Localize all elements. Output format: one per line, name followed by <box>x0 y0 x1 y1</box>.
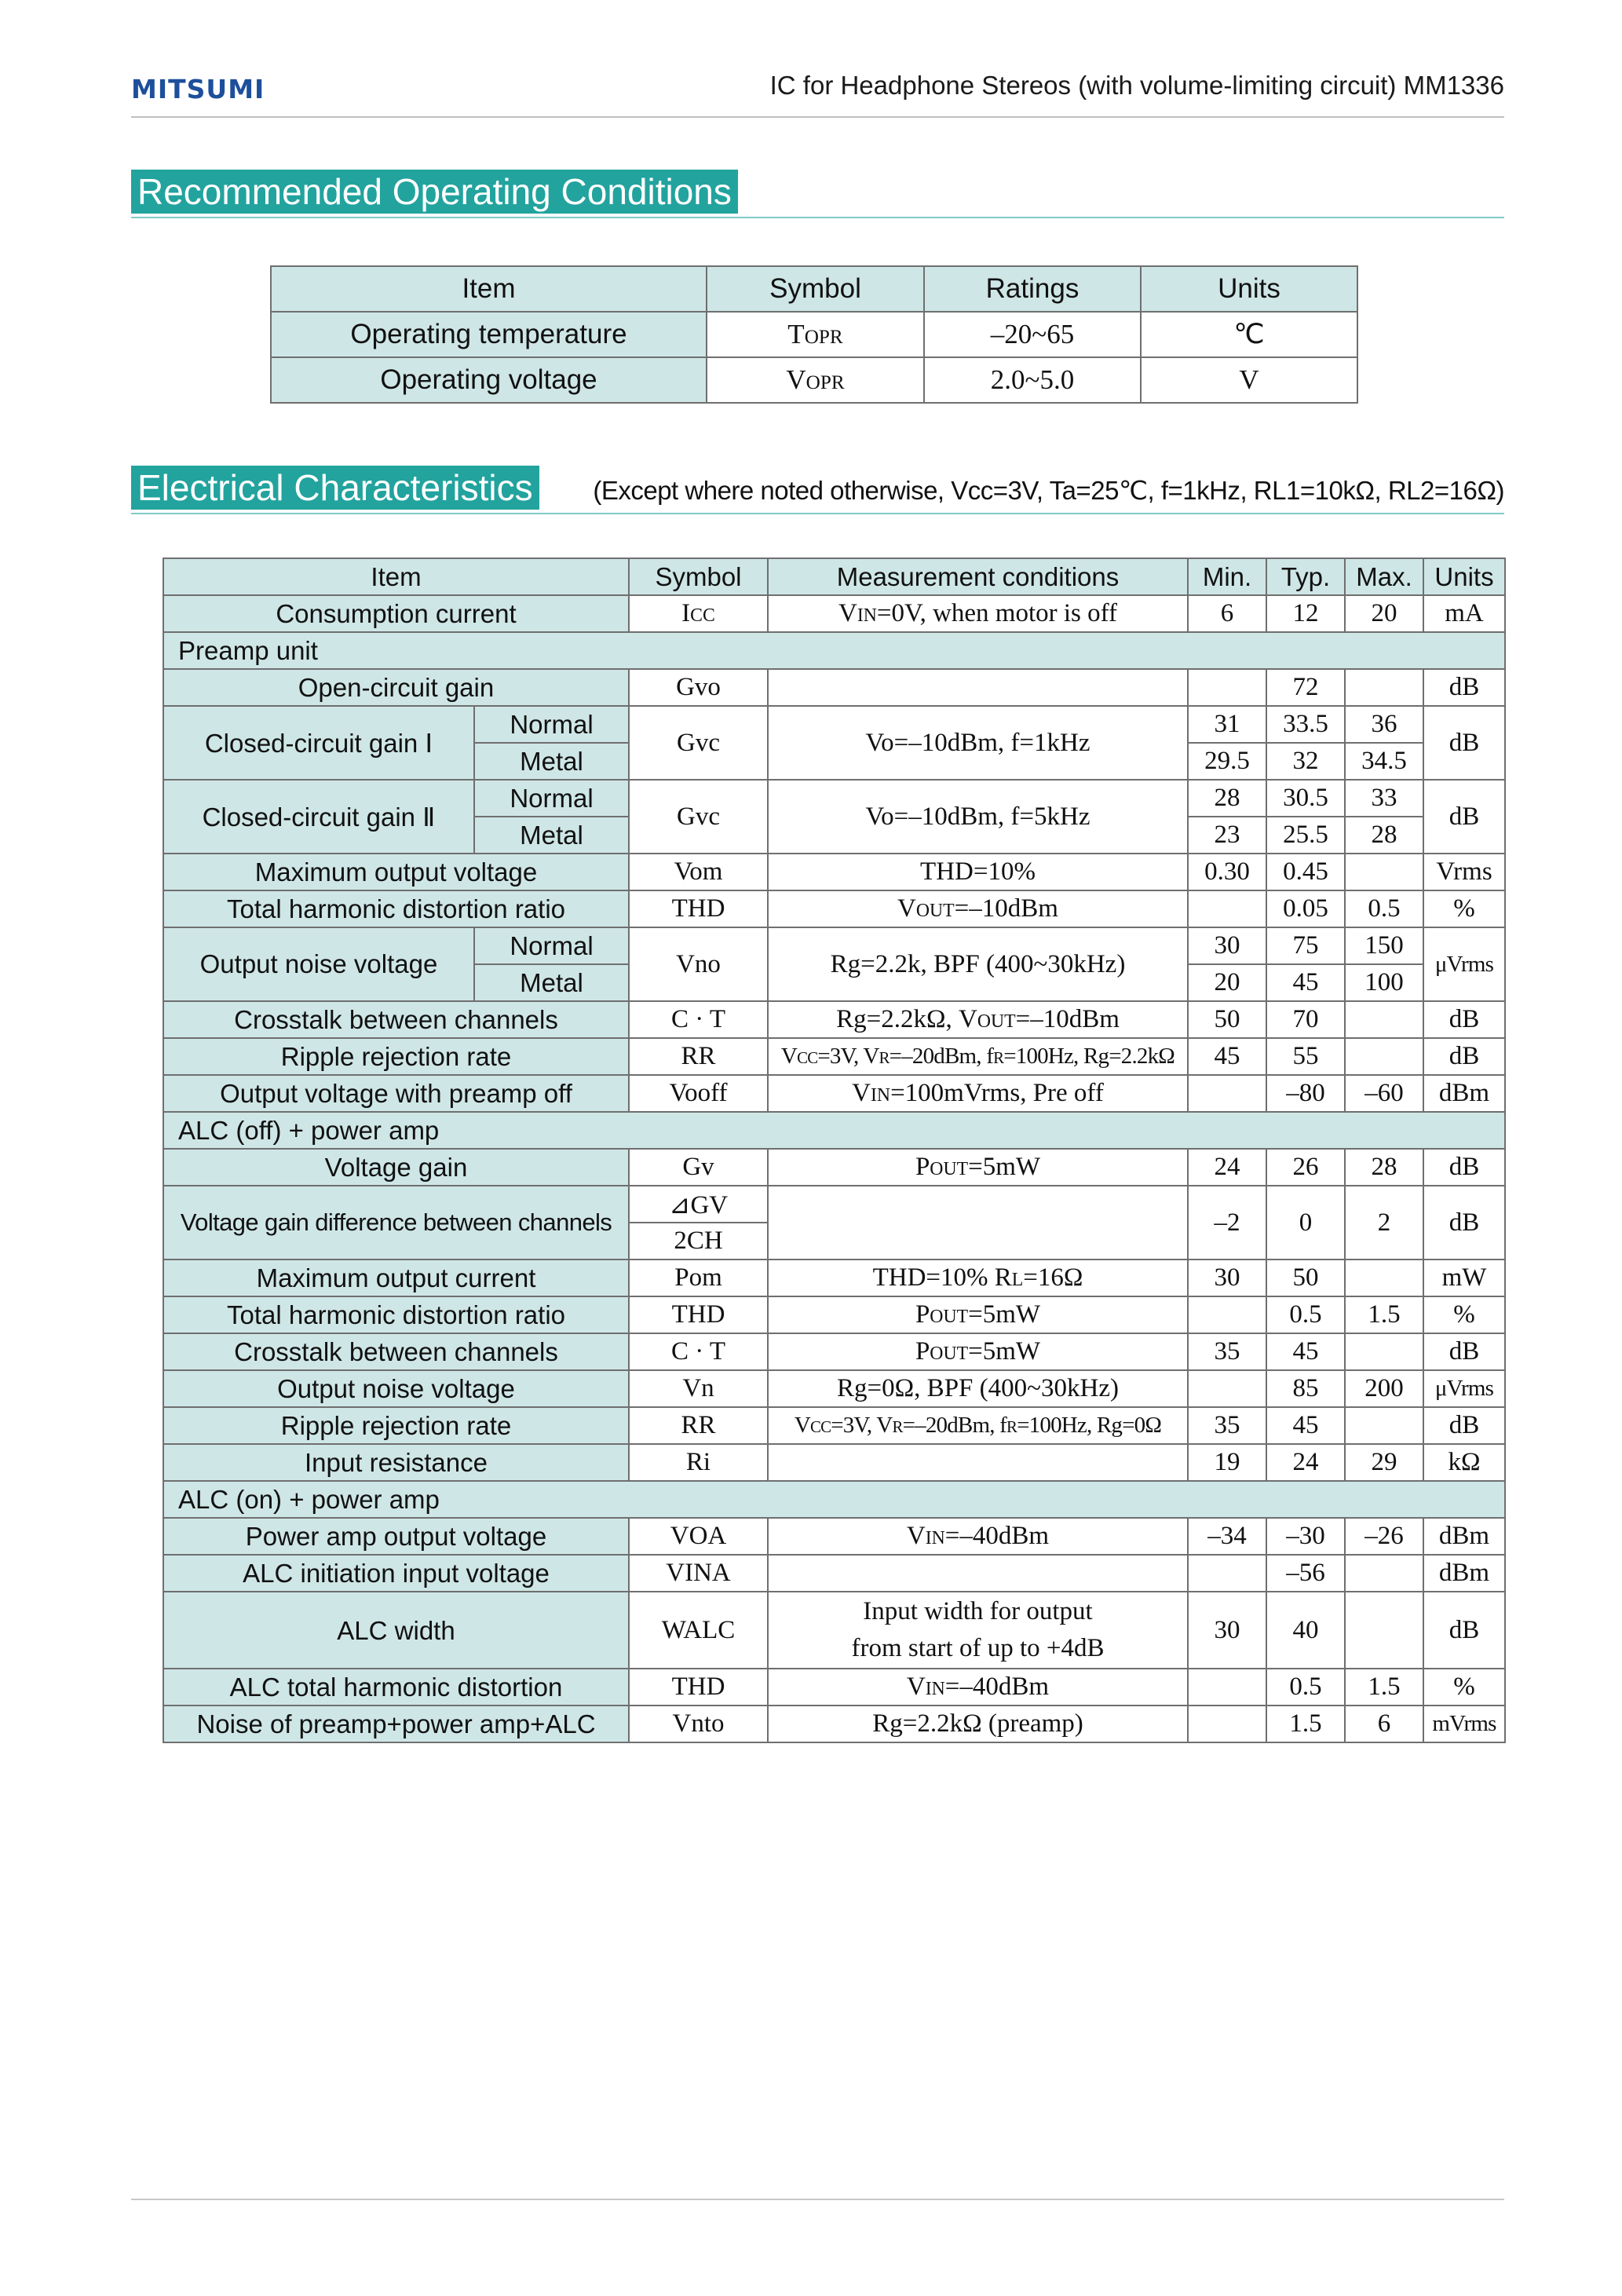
unit-cell: V <box>1141 357 1357 403</box>
table-row <box>271 312 1357 357</box>
symbol-cell: Vno <box>629 927 768 1001</box>
condition-cell: VOUT=–10dBm <box>768 890 1188 927</box>
item-cell: Output noise voltage <box>163 927 474 1001</box>
unit-cell: dB <box>1423 1592 1505 1669</box>
table-row <box>163 1296 1505 1333</box>
min-cell <box>1188 890 1266 927</box>
table-row <box>163 1706 1505 1742</box>
condition-cell: VCC=3V, VR=–20dBm, fR=100Hz, Rg=2.2kΩ <box>768 1038 1188 1075</box>
condition-cell: Rg=2.2kΩ, VOUT=–10dBm <box>768 1001 1188 1038</box>
unit-cell: Vrms <box>1423 854 1505 890</box>
col-header: Min. <box>1188 558 1266 595</box>
condition-cell: THD=10% <box>768 854 1188 890</box>
item-cell: Output voltage with preamp off <box>163 1075 629 1112</box>
col-header: Units <box>1141 266 1357 312</box>
item-cell: Operating temperature <box>271 312 707 357</box>
max-cell <box>1345 1038 1423 1075</box>
min-cell: –34 <box>1188 1518 1266 1555</box>
sub-item-cell: Metal <box>474 817 629 854</box>
table-row <box>163 1407 1505 1444</box>
min-cell: 30 <box>1188 1260 1266 1296</box>
table-row <box>271 357 1357 403</box>
typ-cell: 72 <box>1266 669 1345 706</box>
symbol-cell: C · T <box>629 1333 768 1370</box>
item-cell: Closed-circuit gain Ⅱ <box>163 780 474 854</box>
typ-cell: 45 <box>1266 964 1345 1001</box>
item-cell: ALC total harmonic distortion <box>163 1669 629 1706</box>
unit-cell: mA <box>1423 595 1505 632</box>
sub-item-cell: Metal <box>474 743 629 780</box>
unit-cell: dB <box>1423 669 1505 706</box>
table-row <box>163 927 1505 964</box>
table-row <box>163 1518 1505 1555</box>
max-cell: 29 <box>1345 1444 1423 1481</box>
max-cell <box>1345 1333 1423 1370</box>
unit-cell: ℃ <box>1141 312 1357 357</box>
typ-cell: 33.5 <box>1266 706 1345 743</box>
symbol-cell: THD <box>629 1296 768 1333</box>
item-cell: ALC width <box>163 1592 629 1669</box>
table-row <box>163 890 1505 927</box>
group-row <box>163 632 1505 669</box>
max-cell: 20 <box>1345 595 1423 632</box>
max-cell: –60 <box>1345 1075 1423 1112</box>
symbol-cell: Gvc <box>629 706 768 780</box>
max-cell: 6 <box>1345 1706 1423 1742</box>
footer-rule <box>131 2199 1504 2200</box>
condition-cell: POUT=5mW <box>768 1149 1188 1186</box>
header-rule <box>131 116 1504 118</box>
brand-logo: MITSUMI <box>131 74 265 104</box>
symbol-cell: 2CH <box>629 1223 768 1260</box>
unit-cell: dB <box>1423 1407 1505 1444</box>
min-cell <box>1188 1706 1266 1742</box>
symbol-cell: THD <box>629 1669 768 1706</box>
unit-cell: μVrms <box>1423 1370 1505 1407</box>
min-cell: –2 <box>1188 1186 1266 1260</box>
typ-cell: 75 <box>1266 927 1345 964</box>
table-row <box>163 1186 1505 1223</box>
item-cell: Noise of preamp+power amp+ALC <box>163 1706 629 1742</box>
unit-cell: dBm <box>1423 1555 1505 1592</box>
symbol-cell: Vom <box>629 854 768 890</box>
recommended-section <box>131 170 1504 214</box>
item-cell: Crosstalk between channels <box>163 1001 629 1038</box>
condition-cell: POUT=5mW <box>768 1296 1188 1333</box>
item-cell: Voltage gain difference between channels <box>163 1186 629 1260</box>
typ-cell: 32 <box>1266 743 1345 780</box>
typ-cell: 70 <box>1266 1001 1345 1038</box>
condition-cell: THD=10% RL=16Ω <box>768 1260 1188 1296</box>
typ-cell: 30.5 <box>1266 780 1345 817</box>
symbol-cell: C · T <box>629 1001 768 1038</box>
symbol-cell: Vooff <box>629 1075 768 1112</box>
min-cell: 24 <box>1188 1149 1266 1186</box>
unit-cell: dB <box>1423 1001 1505 1038</box>
condition-cell: Input width for output from start of up to +4dB <box>768 1592 1188 1669</box>
col-header: Typ. <box>1266 558 1345 595</box>
max-cell <box>1345 1592 1423 1669</box>
min-cell <box>1188 669 1266 706</box>
symbol-cell: Pom <box>629 1260 768 1296</box>
max-cell: 200 <box>1345 1370 1423 1407</box>
typ-cell: 55 <box>1266 1038 1345 1075</box>
table-header-row <box>163 558 1505 595</box>
unit-cell: dB <box>1423 780 1505 854</box>
min-cell <box>1188 1555 1266 1592</box>
min-cell: 35 <box>1188 1407 1266 1444</box>
typ-cell: 0.5 <box>1266 1669 1345 1706</box>
item-cell: Closed-circuit gain Ⅰ <box>163 706 474 780</box>
item-cell: Maximum output voltage <box>163 854 629 890</box>
typ-cell: –56 <box>1266 1555 1345 1592</box>
symbol-cell: Vnto <box>629 1706 768 1742</box>
table-row <box>163 1149 1505 1186</box>
item-cell: ALC initiation input voltage <box>163 1555 629 1592</box>
table-row <box>163 1333 1505 1370</box>
item-cell: Input resistance <box>163 1444 629 1481</box>
condition-cell <box>768 1555 1188 1592</box>
max-cell: 100 <box>1345 964 1423 1001</box>
min-cell: 30 <box>1188 927 1266 964</box>
item-cell: Ripple rejection rate <box>163 1038 629 1075</box>
max-cell <box>1345 1001 1423 1038</box>
table-row <box>163 780 1505 817</box>
max-cell: –26 <box>1345 1518 1423 1555</box>
max-cell: 1.5 <box>1345 1669 1423 1706</box>
symbol-cell: Gvc <box>629 780 768 854</box>
table-row <box>163 1444 1505 1481</box>
table-row <box>163 595 1505 632</box>
item-cell: Maximum output current <box>163 1260 629 1296</box>
unit-cell: dBm <box>1423 1518 1505 1555</box>
max-cell <box>1345 669 1423 706</box>
sub-item-cell: Normal <box>474 706 629 743</box>
typ-cell: 0 <box>1266 1186 1345 1260</box>
min-cell: 6 <box>1188 595 1266 632</box>
symbol-cell: ⊿GV <box>629 1186 768 1223</box>
max-cell <box>1345 1407 1423 1444</box>
condition-cell <box>768 669 1188 706</box>
symbol-cell: Ri <box>629 1444 768 1481</box>
recommended-heading: Recommended Operating Conditions <box>131 170 738 214</box>
min-cell: 19 <box>1188 1444 1266 1481</box>
symbol-cell: Vn <box>629 1370 768 1407</box>
col-header: Max. <box>1345 558 1423 595</box>
min-cell: 23 <box>1188 817 1266 854</box>
unit-cell: μVrms <box>1423 927 1505 1001</box>
condition-cell: VIN=0V, when motor is off <box>768 595 1188 632</box>
unit-cell: dB <box>1423 1186 1505 1260</box>
group-label: Preamp unit <box>163 632 1505 669</box>
max-cell <box>1345 1555 1423 1592</box>
rating-cell: –20~65 <box>924 312 1141 357</box>
col-header: Item <box>271 266 707 312</box>
table-row <box>163 854 1505 890</box>
group-label: ALC (on) + power amp <box>163 1481 1505 1518</box>
conditions-note: (Except where noted otherwise, Vcc=3V, Ta=25℃, f=1kHz, RL1=10kΩ, RL2=16Ω) <box>593 476 1504 505</box>
item-cell: Open-circuit gain <box>163 669 629 706</box>
typ-cell: –80 <box>1266 1075 1345 1112</box>
condition-cell: VCC=3V, VR=–20dBm, fR=100Hz, Rg=0Ω <box>768 1407 1188 1444</box>
condition-cell: Rg=2.2kΩ (preamp) <box>768 1706 1188 1742</box>
recommended-table <box>270 265 1358 404</box>
unit-cell: % <box>1423 1669 1505 1706</box>
typ-cell: 12 <box>1266 595 1345 632</box>
table-row <box>163 669 1505 706</box>
item-cell: Power amp output voltage <box>163 1518 629 1555</box>
max-cell: 33 <box>1345 780 1423 817</box>
typ-cell: 0.05 <box>1266 890 1345 927</box>
min-cell: 45 <box>1188 1038 1266 1075</box>
item-cell: Operating voltage <box>271 357 707 403</box>
min-cell: 31 <box>1188 706 1266 743</box>
min-cell: 29.5 <box>1188 743 1266 780</box>
condition-cell: POUT=5mW <box>768 1333 1188 1370</box>
typ-cell: 24 <box>1266 1444 1345 1481</box>
section-rule <box>131 513 1504 514</box>
symbol-cell: Gvo <box>629 669 768 706</box>
max-cell <box>1345 1260 1423 1296</box>
symbol-cell: VINA <box>629 1555 768 1592</box>
item-cell: Ripple rejection rate <box>163 1407 629 1444</box>
condition-cell: Rg=0Ω, BPF (400~30kHz) <box>768 1370 1188 1407</box>
symbol-cell: RR <box>629 1407 768 1444</box>
item-cell: Voltage gain <box>163 1149 629 1186</box>
typ-cell: 45 <box>1266 1333 1345 1370</box>
symbol-cell: VOPR <box>707 357 924 403</box>
max-cell: 28 <box>1345 1149 1423 1186</box>
table-row <box>163 1075 1505 1112</box>
col-header: Ratings <box>924 266 1141 312</box>
max-cell: 150 <box>1345 927 1423 964</box>
max-cell: 0.5 <box>1345 890 1423 927</box>
typ-cell: 0.5 <box>1266 1296 1345 1333</box>
sub-item-cell: Metal <box>474 964 629 1001</box>
col-header: Item <box>163 558 629 595</box>
min-cell: 30 <box>1188 1592 1266 1669</box>
table-row <box>163 1555 1505 1592</box>
symbol-cell: Gv <box>629 1149 768 1186</box>
max-cell: 1.5 <box>1345 1296 1423 1333</box>
section-rule <box>131 217 1504 218</box>
min-cell <box>1188 1296 1266 1333</box>
condition-cell: Rg=2.2k, BPF (400~30kHz) <box>768 927 1188 1001</box>
document-title: IC for Headphone Stereos (with volume-limiting circuit) MM1336 <box>769 71 1504 100</box>
typ-cell: 40 <box>1266 1592 1345 1669</box>
symbol-cell: WALC <box>629 1592 768 1669</box>
unit-cell: dB <box>1423 1333 1505 1370</box>
min-cell: 0.30 <box>1188 854 1266 890</box>
table-row <box>163 1001 1505 1038</box>
max-cell: 36 <box>1345 706 1423 743</box>
min-cell: 35 <box>1188 1333 1266 1370</box>
symbol-cell: THD <box>629 890 768 927</box>
electrical-section <box>131 466 1504 510</box>
condition-cell: Vo=–10dBm, f=1kHz <box>768 706 1188 780</box>
min-cell <box>1188 1370 1266 1407</box>
unit-cell: % <box>1423 1296 1505 1333</box>
electrical-heading: Electrical Characteristics <box>131 466 539 510</box>
group-label: ALC (off) + power amp <box>163 1112 1505 1149</box>
group-row <box>163 1112 1505 1149</box>
table-row <box>163 1260 1505 1296</box>
condition-cell: VIN=100mVrms, Pre off <box>768 1075 1188 1112</box>
condition-cell <box>768 1186 1188 1260</box>
table-row <box>163 1592 1505 1669</box>
item-cell: Crosstalk between channels <box>163 1333 629 1370</box>
sub-item-cell: Normal <box>474 780 629 817</box>
condition-cell <box>768 1444 1188 1481</box>
symbol-cell: RR <box>629 1038 768 1075</box>
unit-cell: dB <box>1423 1038 1505 1075</box>
item-cell: Total harmonic distortion ratio <box>163 890 629 927</box>
table-header-row <box>271 266 1357 312</box>
item-cell: Total harmonic distortion ratio <box>163 1296 629 1333</box>
symbol-cell: ICC <box>629 595 768 632</box>
typ-cell: 45 <box>1266 1407 1345 1444</box>
table-row <box>163 1370 1505 1407</box>
unit-cell: mVrms <box>1423 1706 1505 1742</box>
item-cell: Consumption current <box>163 595 629 632</box>
typ-cell: –30 <box>1266 1518 1345 1555</box>
typ-cell: 26 <box>1266 1149 1345 1186</box>
min-cell: 20 <box>1188 964 1266 1001</box>
col-header: Measurement conditions <box>768 558 1188 595</box>
unit-cell: dB <box>1423 706 1505 780</box>
unit-cell: % <box>1423 890 1505 927</box>
symbol-cell: TOPR <box>707 312 924 357</box>
min-cell <box>1188 1075 1266 1112</box>
rating-cell: 2.0~5.0 <box>924 357 1141 403</box>
max-cell: 28 <box>1345 817 1423 854</box>
typ-cell: 1.5 <box>1266 1706 1345 1742</box>
table-row <box>163 706 1505 743</box>
col-header: Symbol <box>629 558 768 595</box>
max-cell: 34.5 <box>1345 743 1423 780</box>
unit-cell: dBm <box>1423 1075 1505 1112</box>
item-cell: Output noise voltage <box>163 1370 629 1407</box>
col-header: Symbol <box>707 266 924 312</box>
min-cell <box>1188 1669 1266 1706</box>
typ-cell: 50 <box>1266 1260 1345 1296</box>
max-cell <box>1345 854 1423 890</box>
electrical-table <box>163 558 1506 1743</box>
condition-cell: Vo=–10dBm, f=5kHz <box>768 780 1188 854</box>
unit-cell: dB <box>1423 1149 1505 1186</box>
condition-cell: VIN=–40dBm <box>768 1518 1188 1555</box>
col-header: Units <box>1423 558 1505 595</box>
symbol-cell: VOA <box>629 1518 768 1555</box>
table-row <box>163 1038 1505 1075</box>
condition-cell: VIN=–40dBm <box>768 1669 1188 1706</box>
unit-cell: mW <box>1423 1260 1505 1296</box>
max-cell: 2 <box>1345 1186 1423 1260</box>
min-cell: 28 <box>1188 780 1266 817</box>
sub-item-cell: Normal <box>474 927 629 964</box>
typ-cell: 0.45 <box>1266 854 1345 890</box>
unit-cell: kΩ <box>1423 1444 1505 1481</box>
min-cell: 50 <box>1188 1001 1266 1038</box>
group-row <box>163 1481 1505 1518</box>
typ-cell: 85 <box>1266 1370 1345 1407</box>
table-row <box>163 1669 1505 1706</box>
typ-cell: 25.5 <box>1266 817 1345 854</box>
